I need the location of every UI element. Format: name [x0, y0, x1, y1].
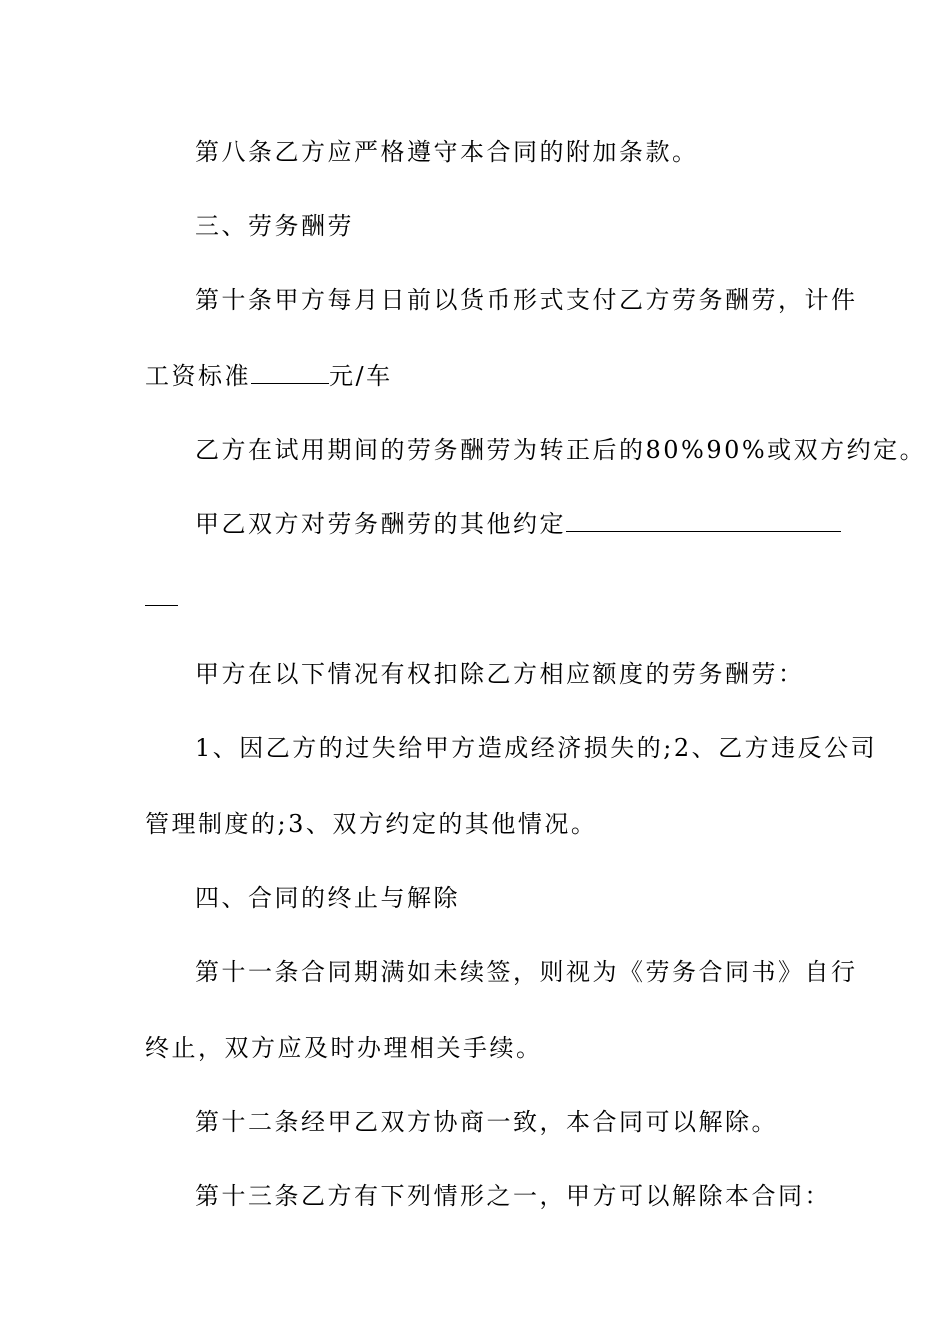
article-12-paragraph: 第十二条经甲乙双方协商一致，本合同可以解除。 — [195, 1108, 778, 1136]
article-11-paragraph: 第十一条合同期满如未续签，则视为《劳务合同书》自行 — [195, 958, 858, 986]
article-10-paragraph: 第十条甲方每月日前以货币形式支付乙方劳务酬劳，计件 — [195, 286, 858, 314]
piece-rate-line — [145, 361, 825, 391]
other-agreement-blank-continued — [145, 583, 825, 613]
article-11-continued: 终止，双方应及时办理相关手续。 — [145, 1034, 543, 1062]
deduction-items-line-1: 1、因乙方的过失给甲方造成经济损失的;2、乙方违反公司 — [195, 734, 878, 762]
piece-rate-unit: 元/车 — [329, 362, 393, 390]
deduction-intro-paragraph: 甲方在以下情况有权扣除乙方相应额度的劳务酬劳： — [195, 660, 805, 688]
piece-rate-blank — [251, 361, 329, 384]
section-4-heading: 四、合同的终止与解除 — [195, 884, 460, 912]
article-13-paragraph: 第十三条乙方有下列情形之一，甲方可以解除本合同： — [195, 1182, 831, 1210]
deduction-items-line-2: 管理制度的;3、双方约定的其他情况。 — [145, 810, 598, 838]
probation-pay-paragraph: 乙方在试用期间的劳务酬劳为转正后的80%90%或双方约定。 — [195, 436, 927, 464]
other-agreement-line — [145, 509, 875, 539]
section-3-heading: 三、劳务酬劳 — [195, 212, 354, 240]
other-agreement-label: 甲乙双方对劳务酬劳的其他约定 — [195, 510, 566, 538]
piece-rate-label: 工资标准 — [145, 362, 251, 390]
article-8-paragraph: 第八条乙方应严格遵守本合同的附加条款。 — [195, 138, 699, 166]
other-agreement-blank — [566, 509, 841, 532]
blank-continuation — [145, 583, 178, 606]
